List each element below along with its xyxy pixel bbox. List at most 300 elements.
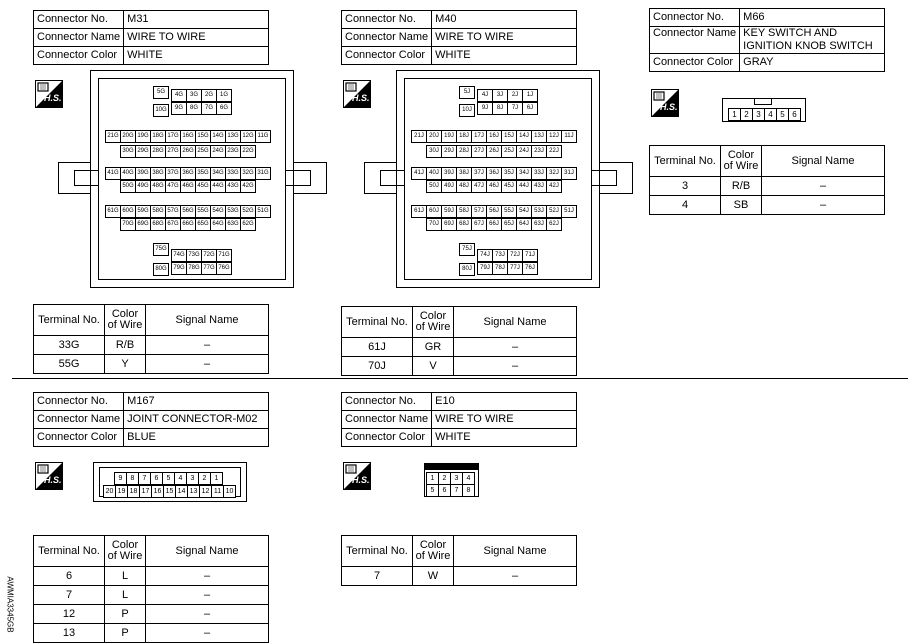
pin-61J: 61J bbox=[411, 205, 427, 218]
terminal-no: 4 bbox=[650, 196, 721, 215]
pin-80J: 80J bbox=[459, 263, 475, 276]
pin-79J: 79J bbox=[477, 262, 493, 275]
pin-74J: 74J bbox=[477, 249, 493, 262]
pin-20G: 20G bbox=[120, 130, 136, 143]
connector-number: M66 bbox=[740, 9, 885, 27]
pin-19: 19 bbox=[115, 485, 128, 498]
pin-33G: 33G bbox=[225, 167, 241, 180]
connector-number: E10 bbox=[432, 393, 577, 411]
pin-7: 7 bbox=[450, 484, 463, 497]
pin-16J: 16J bbox=[486, 130, 502, 143]
pin-14G: 14G bbox=[210, 130, 226, 143]
header-wire-color: Color of Wire bbox=[721, 146, 762, 177]
connector-color: WHITE bbox=[124, 47, 269, 65]
table-row bbox=[650, 196, 885, 215]
connector-color: WHITE bbox=[432, 47, 577, 65]
pin-48G: 48G bbox=[150, 180, 166, 193]
figure-code: AWMIA3345GB bbox=[5, 576, 15, 633]
wire-color: GR bbox=[413, 338, 454, 357]
terminal-no: 6 bbox=[34, 567, 105, 586]
connector-name: WIRE TO WIRE bbox=[124, 29, 269, 47]
pin-64J: 64J bbox=[516, 218, 532, 231]
pin-16G: 16G bbox=[180, 130, 196, 143]
pin-52G: 52G bbox=[240, 205, 256, 218]
pin-68G: 68G bbox=[150, 218, 166, 231]
pin-65G: 65G bbox=[195, 218, 211, 231]
terminal-no: 33G bbox=[34, 336, 105, 355]
connector-color: BLUE bbox=[124, 429, 269, 447]
pin-39J: 39J bbox=[441, 167, 457, 180]
pin-5G: 5G bbox=[153, 86, 169, 99]
pin-68J: 68J bbox=[456, 218, 472, 231]
pin-34J: 34J bbox=[516, 167, 532, 180]
terminal-table-e10 bbox=[341, 535, 577, 586]
terminal-table-m66 bbox=[649, 145, 885, 215]
pin-77J: 77J bbox=[507, 262, 523, 275]
pin-56J: 56J bbox=[486, 205, 502, 218]
info-label: Connector Color bbox=[34, 47, 124, 65]
pin-35J: 35J bbox=[501, 167, 517, 180]
pin-38J: 38J bbox=[456, 167, 472, 180]
pin-54G: 54G bbox=[210, 205, 226, 218]
pin-17J: 17J bbox=[471, 130, 487, 143]
table-row bbox=[34, 355, 269, 374]
header-signal: Signal Name bbox=[146, 305, 269, 336]
pin-67J: 67J bbox=[471, 218, 487, 231]
pin-40G: 40G bbox=[120, 167, 136, 180]
pin-49G: 49G bbox=[135, 180, 151, 193]
pin-23G: 23G bbox=[225, 145, 241, 158]
pin-1: 1 bbox=[210, 472, 223, 485]
pin-46G: 46G bbox=[180, 180, 196, 193]
pin-12G: 12G bbox=[240, 130, 256, 143]
pin-42J: 42J bbox=[546, 180, 562, 193]
pin-4: 4 bbox=[764, 108, 777, 121]
pin-35G: 35G bbox=[195, 167, 211, 180]
pin-69J: 69J bbox=[441, 218, 457, 231]
connector-name: WIRE TO WIRE bbox=[432, 29, 577, 47]
pin-31J: 31J bbox=[561, 167, 577, 180]
pin-2: 2 bbox=[438, 472, 451, 485]
connector-color: WHITE bbox=[432, 429, 577, 447]
signal-name: – bbox=[146, 586, 269, 605]
hs-icon bbox=[35, 80, 63, 108]
info-label: Connector Name bbox=[34, 411, 124, 429]
table-row bbox=[342, 567, 577, 586]
pin-33J: 33J bbox=[531, 167, 547, 180]
pin-4: 4 bbox=[174, 472, 187, 485]
header-terminal: Terminal No. bbox=[342, 536, 413, 567]
terminal-table-m40 bbox=[341, 306, 577, 376]
pin-7G: 7G bbox=[201, 102, 217, 115]
terminal-no: 13 bbox=[34, 624, 105, 643]
pin-65J: 65J bbox=[501, 218, 517, 231]
table-row bbox=[34, 605, 269, 624]
info-label: Connector Color bbox=[342, 47, 432, 65]
pin-32G: 32G bbox=[240, 167, 256, 180]
pin-20: 20 bbox=[103, 485, 116, 498]
pin-15: 15 bbox=[163, 485, 176, 498]
connector-number: M31 bbox=[124, 11, 269, 29]
hs-label: H.S. bbox=[352, 475, 370, 485]
pin-21J: 21J bbox=[411, 130, 427, 143]
table-row bbox=[342, 357, 577, 376]
pin-16: 16 bbox=[151, 485, 164, 498]
pin-37G: 37G bbox=[165, 167, 181, 180]
pin-14: 14 bbox=[175, 485, 188, 498]
pin-21G: 21G bbox=[105, 130, 121, 143]
pin-31G: 31G bbox=[255, 167, 271, 180]
signal-name: – bbox=[454, 357, 577, 376]
pin-30J: 30J bbox=[426, 145, 442, 158]
pin-22J: 22J bbox=[546, 145, 562, 158]
pin-45G: 45G bbox=[195, 180, 211, 193]
pin-26J: 26J bbox=[486, 145, 502, 158]
table-row bbox=[342, 338, 577, 357]
pin-8J: 8J bbox=[492, 102, 508, 115]
pin-17: 17 bbox=[139, 485, 152, 498]
info-label: Connector Color bbox=[342, 429, 432, 447]
pin-18J: 18J bbox=[456, 130, 472, 143]
pin-29J: 29J bbox=[441, 145, 457, 158]
pin-55J: 55J bbox=[501, 205, 517, 218]
pin-10J: 10J bbox=[459, 104, 475, 117]
hs-label: H.S. bbox=[44, 475, 62, 485]
pin-9J: 9J bbox=[477, 102, 493, 115]
pin-46J: 46J bbox=[486, 180, 502, 193]
pin-69G: 69G bbox=[135, 218, 151, 231]
terminal-no: 3 bbox=[650, 177, 721, 196]
info-label: Connector No. bbox=[342, 11, 432, 29]
pin-37J: 37J bbox=[471, 167, 487, 180]
table-row bbox=[34, 567, 269, 586]
pin-3: 3 bbox=[752, 108, 765, 121]
pin-18G: 18G bbox=[150, 130, 166, 143]
pin-27J: 27J bbox=[471, 145, 487, 158]
wire-color: Y bbox=[105, 355, 146, 374]
pin-6: 6 bbox=[438, 484, 451, 497]
pin-11: 11 bbox=[211, 485, 224, 498]
hs-label: H.S. bbox=[660, 102, 678, 112]
pin-63J: 63J bbox=[531, 218, 547, 231]
connector-latch-left-inner bbox=[380, 170, 405, 186]
wire-color: R/B bbox=[105, 336, 146, 355]
pin-59J: 59J bbox=[441, 205, 457, 218]
pin-10: 10 bbox=[223, 485, 236, 498]
info-label: Connector No. bbox=[34, 11, 124, 29]
info-label: Connector Name bbox=[650, 27, 740, 54]
pin-5: 5 bbox=[426, 484, 439, 497]
pin-12: 12 bbox=[199, 485, 212, 498]
pin-40J: 40J bbox=[426, 167, 442, 180]
pin-10G: 10G bbox=[153, 104, 169, 117]
pin-23J: 23J bbox=[531, 145, 547, 158]
pin-48J: 48J bbox=[456, 180, 472, 193]
pin-72J: 72J bbox=[507, 249, 523, 262]
pin-77G: 77G bbox=[201, 262, 217, 275]
info-label: Connector Color bbox=[34, 429, 124, 447]
pin-1J: 1J bbox=[522, 89, 538, 102]
pin-11J: 11J bbox=[561, 130, 577, 143]
pin-24G: 24G bbox=[210, 145, 226, 158]
pin-5J: 5J bbox=[459, 86, 475, 99]
header-wire-color: Color of Wire bbox=[105, 536, 146, 567]
hs-icon bbox=[343, 462, 371, 490]
wire-color: V bbox=[413, 357, 454, 376]
pin-2: 2 bbox=[198, 472, 211, 485]
pin-27G: 27G bbox=[165, 145, 181, 158]
terminal-table-m167 bbox=[33, 535, 269, 643]
pin-12J: 12J bbox=[546, 130, 562, 143]
connector-color: GRAY bbox=[740, 54, 885, 72]
pin-3J: 3J bbox=[492, 89, 508, 102]
pin-70J: 70J bbox=[426, 218, 442, 231]
pin-44G: 44G bbox=[210, 180, 226, 193]
pin-59G: 59G bbox=[135, 205, 151, 218]
pin-47G: 47G bbox=[165, 180, 181, 193]
pin-2: 2 bbox=[740, 108, 753, 121]
signal-name: – bbox=[762, 177, 885, 196]
pin-2J: 2J bbox=[507, 89, 523, 102]
table-row bbox=[34, 624, 269, 643]
signal-name: – bbox=[454, 567, 577, 586]
hs-icon bbox=[651, 89, 679, 117]
info-label: Connector No. bbox=[34, 393, 124, 411]
pin-36G: 36G bbox=[180, 167, 196, 180]
pin-13G: 13G bbox=[225, 130, 241, 143]
pin-63G: 63G bbox=[225, 218, 241, 231]
connector-info-m167 bbox=[33, 392, 269, 447]
pin-4: 4 bbox=[462, 472, 475, 485]
pin-11G: 11G bbox=[255, 130, 271, 143]
pin-79G: 79G bbox=[171, 262, 187, 275]
connector-key-bar bbox=[424, 463, 479, 470]
header-signal: Signal Name bbox=[454, 307, 577, 338]
pin-13J: 13J bbox=[531, 130, 547, 143]
terminal-no: 70J bbox=[342, 357, 413, 376]
connector-latch-right-inner bbox=[286, 170, 311, 186]
pin-9: 9 bbox=[114, 472, 127, 485]
pin-51G: 51G bbox=[255, 205, 271, 218]
pin-29G: 29G bbox=[135, 145, 151, 158]
pin-7J: 7J bbox=[507, 102, 523, 115]
info-label: Connector No. bbox=[342, 393, 432, 411]
pin-57G: 57G bbox=[165, 205, 181, 218]
header-signal: Signal Name bbox=[454, 536, 577, 567]
pin-1G: 1G bbox=[216, 89, 232, 102]
table-row bbox=[650, 177, 885, 196]
pin-5: 5 bbox=[162, 472, 175, 485]
header-signal: Signal Name bbox=[762, 146, 885, 177]
pin-53J: 53J bbox=[531, 205, 547, 218]
pin-71G: 71G bbox=[216, 249, 232, 262]
pin-62G: 62G bbox=[240, 218, 256, 231]
pin-28G: 28G bbox=[150, 145, 166, 158]
connector-info-m31 bbox=[33, 10, 269, 65]
wire-color: R/B bbox=[721, 177, 762, 196]
info-label: Connector Name bbox=[342, 411, 432, 429]
header-terminal: Terminal No. bbox=[34, 305, 105, 336]
pin-19J: 19J bbox=[441, 130, 457, 143]
section-divider bbox=[12, 378, 908, 379]
connector-number: M167 bbox=[124, 393, 269, 411]
pin-75G: 75G bbox=[153, 243, 169, 256]
pin-9G: 9G bbox=[171, 102, 187, 115]
table-row bbox=[34, 336, 269, 355]
pin-24J: 24J bbox=[516, 145, 532, 158]
table-row bbox=[34, 586, 269, 605]
connector-name: JOINT CONNECTOR-M02 bbox=[124, 411, 269, 429]
pin-5: 5 bbox=[776, 108, 789, 121]
pin-25G: 25G bbox=[195, 145, 211, 158]
pin-17G: 17G bbox=[165, 130, 181, 143]
pin-43J: 43J bbox=[531, 180, 547, 193]
info-label: Connector Name bbox=[342, 29, 432, 47]
pin-41J: 41J bbox=[411, 167, 427, 180]
pin-72G: 72G bbox=[201, 249, 217, 262]
header-terminal: Terminal No. bbox=[342, 307, 413, 338]
connector-info-m40 bbox=[341, 10, 577, 65]
pin-34G: 34G bbox=[210, 167, 226, 180]
info-label: Connector Name bbox=[34, 29, 124, 47]
hs-label: H.S. bbox=[44, 93, 62, 103]
header-wire-color: Color of Wire bbox=[105, 305, 146, 336]
pin-30G: 30G bbox=[120, 145, 136, 158]
pin-3G: 3G bbox=[186, 89, 202, 102]
wire-color: P bbox=[105, 624, 146, 643]
signal-name: – bbox=[146, 567, 269, 586]
pin-6G: 6G bbox=[216, 102, 232, 115]
pin-49J: 49J bbox=[441, 180, 457, 193]
terminal-no: 7 bbox=[342, 567, 413, 586]
connector-info-m66 bbox=[649, 8, 885, 72]
pin-1: 1 bbox=[728, 108, 741, 121]
pin-26G: 26G bbox=[180, 145, 196, 158]
connector-name: KEY SWITCH AND IGNITION KNOB SWITCH bbox=[740, 27, 885, 54]
hs-label: H.S. bbox=[352, 93, 370, 103]
pin-32J: 32J bbox=[546, 167, 562, 180]
pin-61G: 61G bbox=[105, 205, 121, 218]
pin-78J: 78J bbox=[492, 262, 508, 275]
connector-name: WIRE TO WIRE bbox=[432, 411, 577, 429]
pin-75J: 75J bbox=[459, 243, 475, 256]
terminal-no: 7 bbox=[34, 586, 105, 605]
pin-28J: 28J bbox=[456, 145, 472, 158]
pin-4J: 4J bbox=[477, 89, 493, 102]
pin-14J: 14J bbox=[516, 130, 532, 143]
pin-51J: 51J bbox=[561, 205, 577, 218]
header-terminal: Terminal No. bbox=[650, 146, 721, 177]
terminal-no: 55G bbox=[34, 355, 105, 374]
pin-6: 6 bbox=[788, 108, 801, 121]
pin-53G: 53G bbox=[225, 205, 241, 218]
pin-54J: 54J bbox=[516, 205, 532, 218]
pin-4G: 4G bbox=[171, 89, 187, 102]
pin-73G: 73G bbox=[186, 249, 202, 262]
header-wire-color: Color of Wire bbox=[413, 307, 454, 338]
pin-43G: 43G bbox=[225, 180, 241, 193]
pin-58J: 58J bbox=[456, 205, 472, 218]
pin-44J: 44J bbox=[516, 180, 532, 193]
pin-15G: 15G bbox=[195, 130, 211, 143]
signal-name: – bbox=[454, 338, 577, 357]
pin-52J: 52J bbox=[546, 205, 562, 218]
pin-78G: 78G bbox=[186, 262, 202, 275]
pin-66J: 66J bbox=[486, 218, 502, 231]
pin-60G: 60G bbox=[120, 205, 136, 218]
pin-71J: 71J bbox=[522, 249, 538, 262]
pin-50G: 50G bbox=[120, 180, 136, 193]
terminal-no: 61J bbox=[342, 338, 413, 357]
connector-number: M40 bbox=[432, 11, 577, 29]
wire-color: L bbox=[105, 567, 146, 586]
wire-color: L bbox=[105, 586, 146, 605]
pin-1: 1 bbox=[426, 472, 439, 485]
wire-color: SB bbox=[721, 196, 762, 215]
connector-info-e10 bbox=[341, 392, 577, 447]
signal-name: – bbox=[146, 605, 269, 624]
pin-6: 6 bbox=[150, 472, 163, 485]
pin-42G: 42G bbox=[240, 180, 256, 193]
pin-15J: 15J bbox=[501, 130, 517, 143]
pin-41G: 41G bbox=[105, 167, 121, 180]
wire-color: P bbox=[105, 605, 146, 624]
pin-8: 8 bbox=[462, 484, 475, 497]
pin-25J: 25J bbox=[501, 145, 517, 158]
pin-56G: 56G bbox=[180, 205, 196, 218]
signal-name: – bbox=[762, 196, 885, 215]
pin-38G: 38G bbox=[150, 167, 166, 180]
terminal-table-m31 bbox=[33, 304, 269, 374]
connector-latch-left-inner bbox=[74, 170, 99, 186]
pin-76G: 76G bbox=[216, 262, 232, 275]
hs-icon bbox=[35, 462, 63, 490]
pin-66G: 66G bbox=[180, 218, 196, 231]
pin-58G: 58G bbox=[150, 205, 166, 218]
pin-57J: 57J bbox=[471, 205, 487, 218]
pin-18: 18 bbox=[127, 485, 140, 498]
signal-name: – bbox=[146, 624, 269, 643]
pin-2G: 2G bbox=[201, 89, 217, 102]
pin-47J: 47J bbox=[471, 180, 487, 193]
pin-73J: 73J bbox=[492, 249, 508, 262]
connector-latch-right-inner bbox=[592, 170, 617, 186]
pin-3: 3 bbox=[450, 472, 463, 485]
pin-8: 8 bbox=[126, 472, 139, 485]
pin-3: 3 bbox=[186, 472, 199, 485]
pin-13: 13 bbox=[187, 485, 200, 498]
pin-7: 7 bbox=[138, 472, 151, 485]
pin-76J: 76J bbox=[522, 262, 538, 275]
pin-64G: 64G bbox=[210, 218, 226, 231]
header-terminal: Terminal No. bbox=[34, 536, 105, 567]
pin-70G: 70G bbox=[120, 218, 136, 231]
pin-62J: 62J bbox=[546, 218, 562, 231]
pin-20J: 20J bbox=[426, 130, 442, 143]
signal-name: – bbox=[146, 355, 269, 374]
pin-36J: 36J bbox=[486, 167, 502, 180]
pin-67G: 67G bbox=[165, 218, 181, 231]
pin-60J: 60J bbox=[426, 205, 442, 218]
pin-74G: 74G bbox=[171, 249, 187, 262]
pin-8G: 8G bbox=[186, 102, 202, 115]
pin-22G: 22G bbox=[240, 145, 256, 158]
header-signal: Signal Name bbox=[146, 536, 269, 567]
connector-latch bbox=[754, 98, 772, 105]
pin-45J: 45J bbox=[501, 180, 517, 193]
signal-name: – bbox=[146, 336, 269, 355]
wire-color: W bbox=[413, 567, 454, 586]
